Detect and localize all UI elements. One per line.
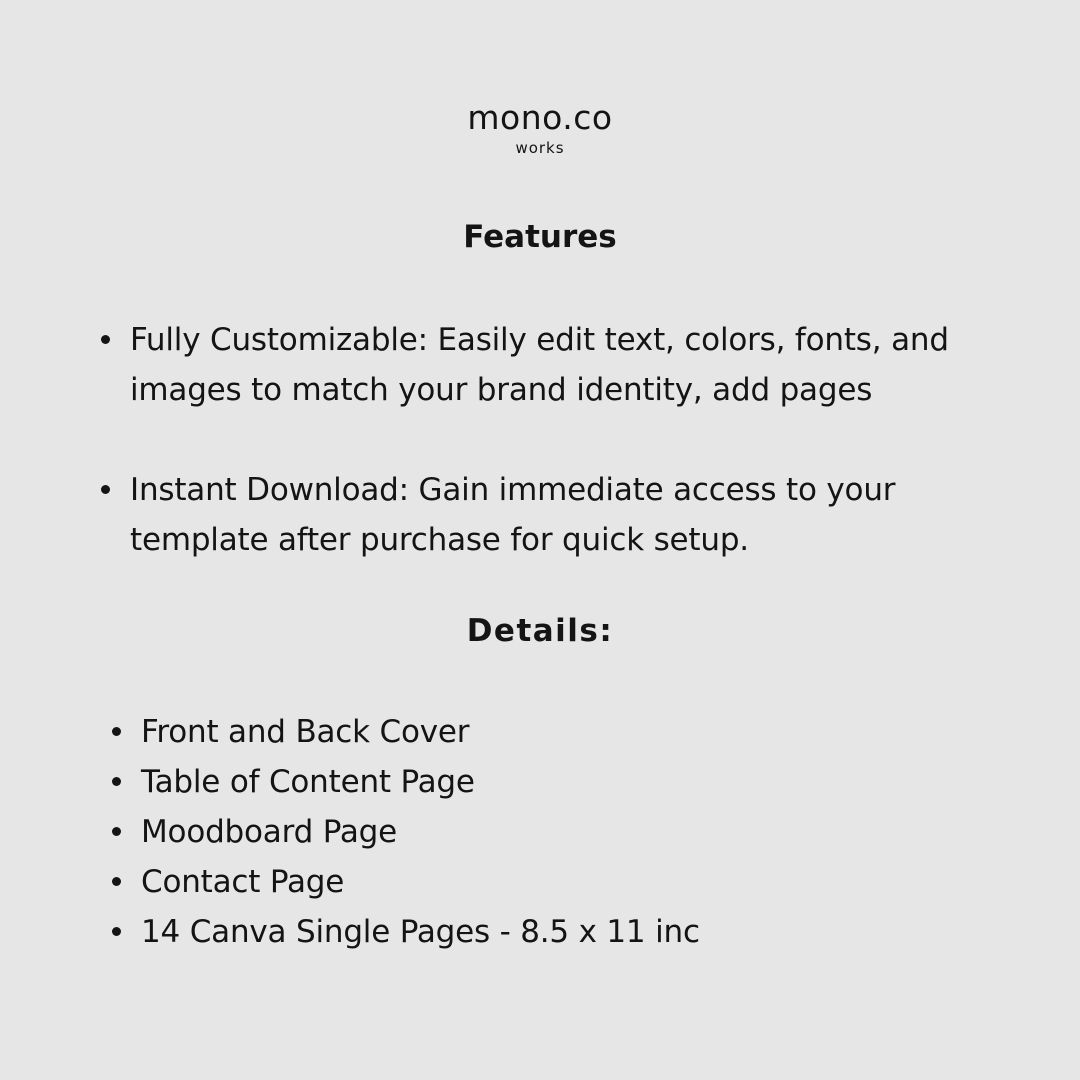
logo-subtitle: works (515, 139, 565, 157)
bullet-icon (112, 827, 121, 836)
list-item (130, 315, 1030, 415)
list-item (141, 757, 1021, 807)
features-heading: Features (463, 219, 617, 255)
bullet-icon (101, 485, 110, 494)
feature-text: Fully Customizable: Easily edit text, colors, fonts, and images to match your brand identity, add pages (130, 322, 949, 408)
features-list (130, 315, 1030, 615)
bullet-icon (112, 927, 121, 936)
list-item (141, 907, 1021, 957)
bullet-icon (112, 777, 121, 786)
detail-text: Front and Back Cover (141, 714, 470, 750)
detail-text: 14 Canva Single Pages - 8.5 x 11 inc (141, 914, 700, 950)
bullet-icon (101, 335, 110, 344)
detail-text: Contact Page (141, 864, 345, 900)
list-item (141, 807, 1021, 857)
details-heading: Details: (466, 613, 614, 649)
bullet-icon (112, 727, 121, 736)
list-item (141, 857, 1021, 907)
feature-text: Instant Download: Gain immediate access to your template after purchase for quick setup. (130, 472, 896, 558)
brand-logo (0, 98, 1080, 157)
details-list (141, 707, 1021, 957)
logo-wordmark: mono.co (467, 98, 613, 137)
bullet-icon (112, 877, 121, 886)
list-item (130, 465, 1030, 565)
detail-text: Moodboard Page (141, 814, 397, 850)
detail-text: Table of Content Page (141, 764, 475, 800)
list-item (141, 707, 1021, 757)
